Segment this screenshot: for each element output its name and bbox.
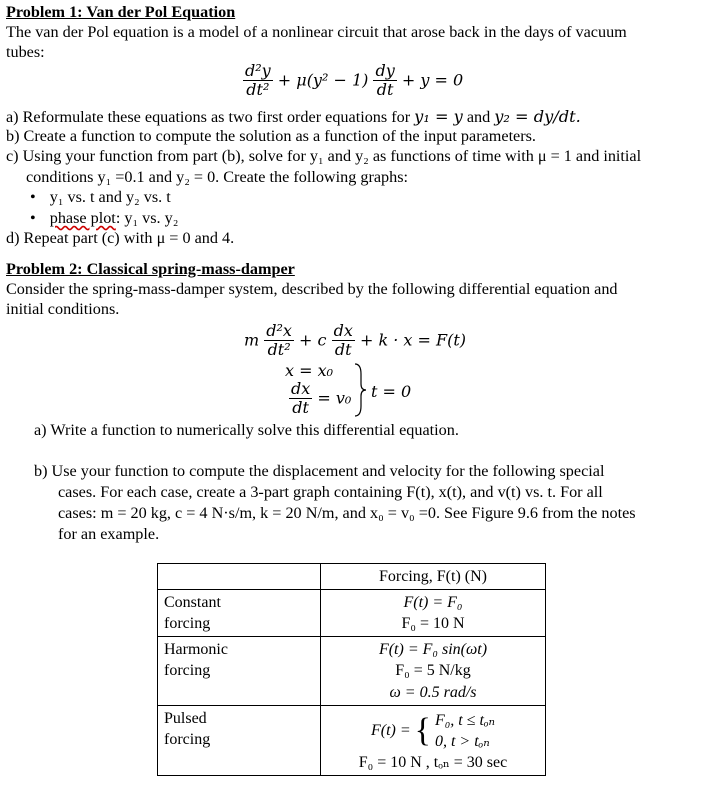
problem1-part-d: d) Repeat part (c) with μ = 0 and 4. — [6, 229, 235, 247]
bullet-time-plots: • y₁ vs. t and y₂ vs. t — [30, 188, 171, 206]
row-formula: F(t) = { F₀, t ≤ tₒₙ 0, t > tₒₙ F₀ = 10 N , tₒₙ = 30 sec — [321, 705, 546, 775]
time-condition: t = 0 — [371, 382, 412, 401]
row-label: Pulsed forcing — [158, 705, 321, 775]
table-row — [158, 590, 546, 637]
table-row — [158, 637, 546, 705]
header-empty-cell — [158, 564, 321, 590]
forcing-table — [157, 563, 546, 776]
problem2-part-b-line4: for an example. — [58, 525, 160, 543]
row-label: Harmonic forcing — [158, 637, 321, 705]
bullet-icon: • — [30, 209, 36, 227]
problem2-part-b-line3: cases: m = 20 kg, c = 4 N·s/m, k = 20 N/m, and x₀ = v₀ =0. See Figure 9.6 from the notes — [58, 504, 636, 522]
initial-condition-v: $\frac{dx}{dt}$ = v₀ — [291, 379, 352, 418]
problem1-intro-line1: The van der Pol equation is a model of a nonlinear circuit that arose back in the days of vacuum — [6, 23, 627, 41]
bullet-icon: • — [30, 188, 36, 206]
problem1-part-a: a) Reformulate these equations as two first order equations for y₁ = y and y₂ = dy/dt. — [6, 107, 581, 126]
row-formula: F(t) = F₀ sin(ωt) F₀ = 5 N/kg ω = 0.5 rad/s — [321, 637, 546, 705]
table-row — [158, 705, 546, 775]
table-row — [158, 564, 546, 590]
problem2-part-b-line1: b) Use your function to compute the displacement and velocity for the following special — [34, 462, 605, 480]
van-der-pol-equation: $\frac{\text{d²y}}{\text{dt²}}$ + μ(y² − 1) $\frac{dy}{dt}$ + y = 0 — [245, 61, 464, 100]
problem1-title: Problem 1: Van der Pol Equation — [6, 3, 236, 21]
problem2-part-a: a) Write a function to numerically solve this differential equation. — [34, 421, 459, 439]
problem2-intro-line1: Consider the spring-mass-damper system, described by the following differential equation and — [6, 280, 618, 298]
row-label: Constant forcing — [158, 590, 321, 637]
row-formula: F(t) = F₀ F₀ = 10 N — [321, 590, 546, 637]
initial-condition-x: x = x₀ — [285, 361, 334, 380]
spring-mass-damper-equation: m $\frac{\text{d²x}}{\text{dt²}}$ + c $\frac{dx}{dt}$ + k · x = F(t) — [244, 321, 467, 360]
problem1-part-c-line2: conditions y₁ =0.1 and y₂ = 0. Create the following graphs: — [26, 168, 409, 186]
problem1-part-c-line1: c) Using your function from part (b), solve for y₁ and y₂ as functions of time with μ = 1 and initial — [6, 147, 642, 165]
bullet-phase-plot: • phase plot: y₁ vs. y₂ — [30, 209, 179, 227]
problem1-part-b: b) Create a function to compute the solution as a function of the input parameters. — [6, 127, 536, 145]
table-header: Forcing, F(t) (N) — [321, 564, 546, 590]
problem2-intro-line2: initial conditions. — [6, 300, 120, 318]
brace-icon — [353, 362, 367, 418]
left-brace-icon: { — [414, 711, 431, 749]
problem2-title: Problem 2: Classical spring-mass-damper — [6, 260, 295, 278]
problem2-part-b-line2: cases. For each case, create a 3-part graph containing F(t), x(t), and v(t) vs. t. For all — [58, 483, 603, 501]
problem1-intro-line2: tubes: — [6, 43, 45, 61]
